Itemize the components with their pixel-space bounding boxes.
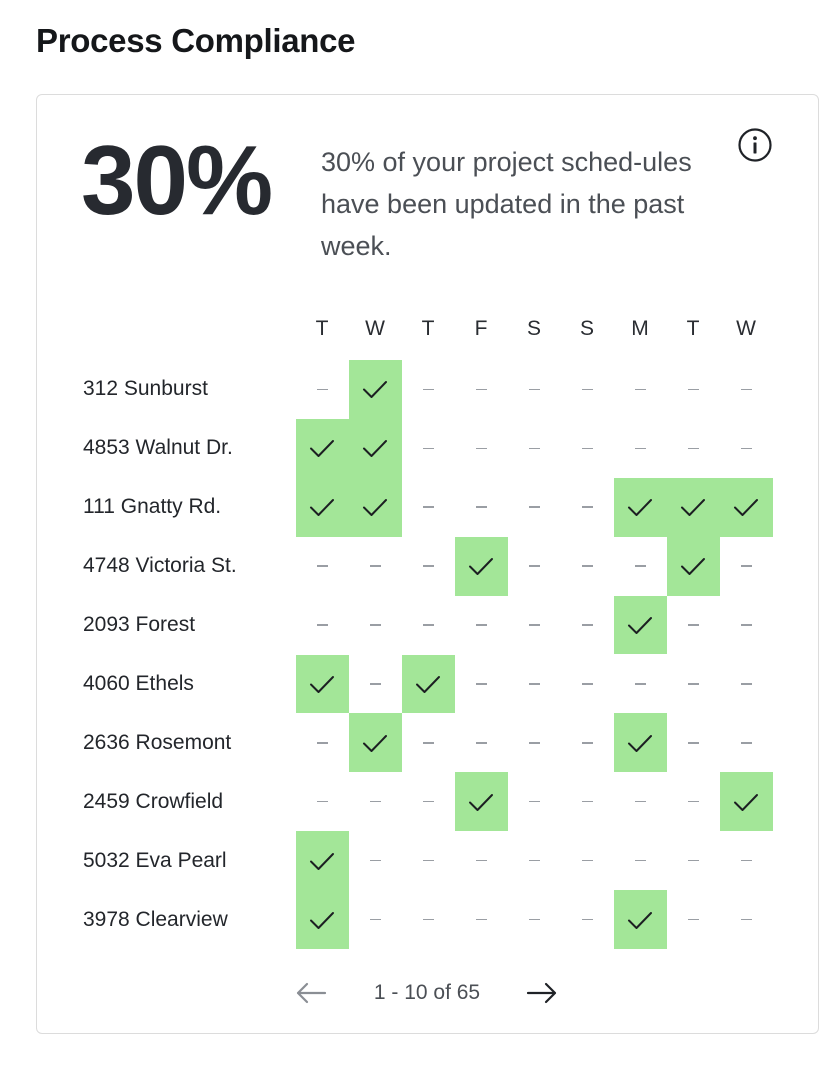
checked-cell <box>614 890 667 949</box>
check-icon <box>626 611 654 639</box>
checked-cell <box>296 655 349 714</box>
empty-cell <box>508 713 561 772</box>
day-header: S <box>526 317 541 340</box>
checked-cell <box>296 478 349 537</box>
dash-mark <box>529 565 540 567</box>
dash-mark <box>688 683 699 685</box>
dash-mark <box>370 624 381 626</box>
empty-cell <box>561 890 614 949</box>
project-name: 5032 Eva Pearl <box>83 848 227 872</box>
empty-cell <box>561 478 614 537</box>
check-icon <box>308 493 336 521</box>
empty-cell <box>349 596 402 655</box>
check-icon <box>361 434 389 462</box>
check-icon <box>626 493 654 521</box>
empty-cell <box>349 831 402 890</box>
check-icon <box>467 788 495 816</box>
dash-mark <box>635 448 646 450</box>
dash-mark <box>582 389 593 391</box>
project-name: 4853 Walnut Dr. <box>83 436 233 460</box>
check-icon <box>308 906 336 934</box>
dash-mark <box>423 506 434 508</box>
empty-cell <box>667 831 720 890</box>
dash-mark <box>370 801 381 803</box>
empty-cell <box>455 713 508 772</box>
checked-cell <box>296 419 349 478</box>
day-header: W <box>365 317 385 340</box>
empty-cell <box>561 419 614 478</box>
dash-mark <box>317 565 328 567</box>
dash-mark <box>370 565 381 567</box>
empty-cell <box>720 537 773 596</box>
empty-cell <box>561 713 614 772</box>
dash-mark <box>741 448 752 450</box>
dash-mark <box>423 860 434 862</box>
dash-mark <box>582 624 593 626</box>
checked-cell <box>349 478 402 537</box>
empty-cell <box>561 537 614 596</box>
dash-mark <box>529 683 540 685</box>
check-icon <box>679 493 707 521</box>
compliance-percent: 30% <box>81 125 272 235</box>
dash-mark <box>688 624 699 626</box>
checked-cell <box>720 478 773 537</box>
dash-mark <box>741 624 752 626</box>
empty-cell <box>667 419 720 478</box>
dash-mark <box>635 860 646 862</box>
empty-cell <box>402 772 455 831</box>
empty-cell <box>508 419 561 478</box>
dash-mark <box>582 742 593 744</box>
empty-cell <box>720 419 773 478</box>
dash-mark <box>476 860 487 862</box>
dash-mark <box>741 860 752 862</box>
empty-cell <box>349 890 402 949</box>
dash-mark <box>741 742 752 744</box>
empty-cell <box>296 537 349 596</box>
dash-mark <box>582 683 593 685</box>
empty-cell <box>614 360 667 419</box>
empty-cell <box>402 537 455 596</box>
empty-cell <box>667 713 720 772</box>
project-name: 312 Sunburst <box>83 377 208 401</box>
empty-cell <box>561 596 614 655</box>
dash-mark <box>582 860 593 862</box>
dash-mark <box>423 919 434 921</box>
dash-mark <box>476 742 487 744</box>
info-circle-icon[interactable] <box>737 127 773 163</box>
empty-cell <box>720 890 773 949</box>
checked-cell <box>349 419 402 478</box>
page-title: Process Compliance <box>36 22 356 59</box>
empty-cell <box>667 596 720 655</box>
checked-cell <box>349 360 402 419</box>
check-icon <box>626 906 654 934</box>
empty-cell <box>402 713 455 772</box>
dash-mark <box>529 389 540 391</box>
pagination-label: 1 - 10 of 65 <box>373 981 481 1004</box>
dash-mark <box>688 860 699 862</box>
checked-cell <box>296 890 349 949</box>
check-icon <box>626 729 654 757</box>
dash-mark <box>529 506 540 508</box>
checked-cell <box>614 713 667 772</box>
dash-mark <box>317 801 328 803</box>
check-icon <box>414 670 442 698</box>
empty-cell <box>508 655 561 714</box>
dash-mark <box>741 565 752 567</box>
empty-cell <box>402 831 455 890</box>
checked-cell <box>614 478 667 537</box>
dash-mark <box>529 801 540 803</box>
dash-mark <box>370 919 381 921</box>
dash-mark <box>476 506 487 508</box>
empty-cell <box>508 537 561 596</box>
dash-mark <box>635 801 646 803</box>
checked-cell <box>667 537 720 596</box>
empty-cell <box>720 831 773 890</box>
check-icon <box>361 729 389 757</box>
project-name: 4748 Victoria St. <box>83 554 237 578</box>
empty-cell <box>508 831 561 890</box>
empty-cell <box>667 655 720 714</box>
dash-mark <box>423 389 434 391</box>
check-icon <box>732 493 760 521</box>
day-header: T <box>421 317 435 340</box>
check-icon <box>467 552 495 580</box>
check-icon <box>679 552 707 580</box>
dash-mark <box>688 389 699 391</box>
dash-mark <box>317 742 328 744</box>
check-icon <box>732 788 760 816</box>
check-icon <box>308 847 336 875</box>
dash-mark <box>476 448 487 450</box>
project-name: 2459 Crowfield <box>83 789 224 813</box>
empty-cell <box>296 772 349 831</box>
empty-cell <box>455 360 508 419</box>
dash-mark <box>741 919 752 921</box>
empty-cell <box>349 772 402 831</box>
dash-mark <box>688 919 699 921</box>
dash-mark <box>476 389 487 391</box>
empty-cell <box>561 655 614 714</box>
empty-cell <box>614 419 667 478</box>
empty-cell <box>614 537 667 596</box>
empty-cell <box>561 831 614 890</box>
empty-cell <box>402 596 455 655</box>
empty-cell <box>296 596 349 655</box>
project-name: 2636 Rosemont <box>83 730 232 754</box>
checked-cell <box>296 831 349 890</box>
empty-cell <box>720 713 773 772</box>
dash-mark <box>317 624 328 626</box>
check-icon <box>361 493 389 521</box>
dash-mark <box>529 624 540 626</box>
dash-mark <box>529 448 540 450</box>
dash-mark <box>529 860 540 862</box>
dash-mark <box>688 801 699 803</box>
dash-mark <box>423 624 434 626</box>
compliance-description: 30% of your project sched-ules have been updated in the past week. <box>321 147 692 261</box>
day-header: W <box>736 317 756 340</box>
empty-cell <box>402 890 455 949</box>
dash-mark <box>582 565 593 567</box>
checked-cell <box>455 537 508 596</box>
empty-cell <box>561 772 614 831</box>
dash-mark <box>635 389 646 391</box>
checked-cell <box>614 596 667 655</box>
empty-cell <box>720 655 773 714</box>
empty-cell <box>667 772 720 831</box>
dash-mark <box>476 919 487 921</box>
dash-mark <box>741 389 752 391</box>
checked-cell <box>349 713 402 772</box>
empty-cell <box>720 596 773 655</box>
dash-mark <box>635 683 646 685</box>
empty-cell <box>508 890 561 949</box>
dash-mark <box>476 624 487 626</box>
empty-cell <box>455 419 508 478</box>
dash-mark <box>370 860 381 862</box>
dash-mark <box>423 801 434 803</box>
day-header: S <box>579 317 594 340</box>
empty-cell <box>455 890 508 949</box>
empty-cell <box>508 478 561 537</box>
empty-cell <box>296 713 349 772</box>
day-header: M <box>631 317 649 340</box>
empty-cell <box>455 596 508 655</box>
empty-cell <box>349 655 402 714</box>
compliance-card <box>36 94 819 1034</box>
dash-mark <box>688 448 699 450</box>
checked-cell <box>720 772 773 831</box>
check-icon <box>308 434 336 462</box>
dash-mark <box>370 683 381 685</box>
empty-cell <box>402 360 455 419</box>
dash-mark <box>635 565 646 567</box>
dash-mark <box>741 683 752 685</box>
dash-mark <box>688 742 699 744</box>
empty-cell <box>720 360 773 419</box>
empty-cell <box>614 772 667 831</box>
dash-mark <box>317 389 328 391</box>
empty-cell <box>614 831 667 890</box>
empty-cell <box>402 478 455 537</box>
empty-cell <box>402 419 455 478</box>
empty-cell <box>561 360 614 419</box>
dash-mark <box>423 742 434 744</box>
empty-cell <box>296 360 349 419</box>
dash-mark <box>582 448 593 450</box>
arrow-left-icon[interactable] <box>294 979 328 1007</box>
empty-cell <box>614 655 667 714</box>
checked-cell <box>455 772 508 831</box>
day-header: T <box>315 317 329 340</box>
checked-cell <box>402 655 455 714</box>
dash-mark <box>423 565 434 567</box>
checked-cell <box>667 478 720 537</box>
project-name: 111 Gnatty Rd. <box>83 495 222 519</box>
dash-mark <box>529 919 540 921</box>
project-name: 2093 Forest <box>83 613 196 637</box>
dash-mark <box>476 683 487 685</box>
check-icon <box>308 670 336 698</box>
dash-mark <box>582 919 593 921</box>
empty-cell <box>455 831 508 890</box>
empty-cell <box>455 478 508 537</box>
empty-cell <box>667 360 720 419</box>
empty-cell <box>455 655 508 714</box>
empty-cell <box>667 890 720 949</box>
empty-cell <box>508 360 561 419</box>
empty-cell <box>349 537 402 596</box>
empty-cell <box>508 596 561 655</box>
dash-mark <box>582 506 593 508</box>
empty-cell <box>508 772 561 831</box>
project-name: 4060 Ethels <box>83 671 194 695</box>
project-name: 3978 Clearview <box>83 907 228 931</box>
day-header: T <box>686 317 700 340</box>
dash-mark <box>582 801 593 803</box>
dash-mark <box>529 742 540 744</box>
day-header: F <box>474 317 488 340</box>
dash-mark <box>423 448 434 450</box>
arrow-right-icon[interactable] <box>525 979 559 1007</box>
check-icon <box>361 375 389 403</box>
